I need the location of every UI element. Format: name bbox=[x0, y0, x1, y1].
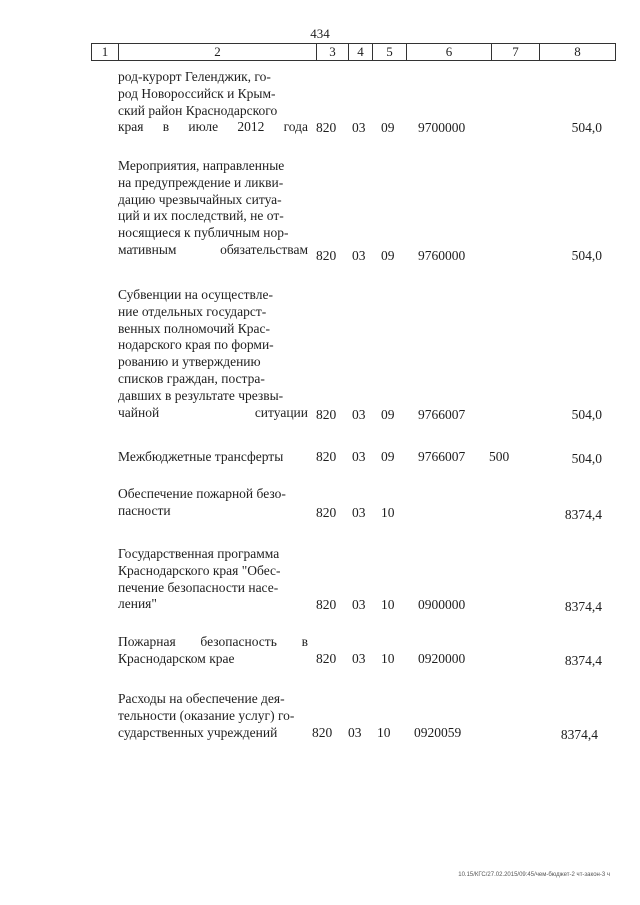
row-name: Мероприятия, направленные на предупреждение и ликви- дацию чрезвычайных ситуа- ций и их последствий, не от- носящиеся к публичным нор- мативным обязательствам bbox=[118, 158, 308, 257]
amount: 8374,4 bbox=[564, 599, 602, 614]
expense-type-code: 500 bbox=[489, 449, 510, 464]
column-header: 3 bbox=[317, 44, 349, 61]
amount: 8374,4 bbox=[560, 727, 598, 742]
subsection-code: 10 bbox=[381, 651, 395, 666]
amount: 8374,4 bbox=[564, 653, 602, 668]
document-footer: 10.15/КГС/27.02.2015/09:45/чем-бюджет-2 чт-закон-3 ч bbox=[458, 872, 610, 878]
ved-code: 820 bbox=[316, 449, 337, 464]
target-code: 0920059 bbox=[414, 725, 462, 740]
row-name: Государственная программа Краснодарского края "Обес- печение безопасности насе- ления" bbox=[118, 546, 281, 612]
target-code: 9766007 bbox=[418, 407, 466, 422]
column-header: 1 bbox=[92, 44, 119, 61]
subsection-code: 10 bbox=[381, 505, 395, 520]
ved-code: 820 bbox=[316, 120, 337, 135]
ved-code: 820 bbox=[316, 597, 337, 612]
subsection-code: 09 bbox=[381, 449, 395, 464]
row-name: Субвенции на осуществле- ние отдельных государст- венных полномочий Крас- нодарского края по форми- рованию и утверждению списков граждан, постра- давших в результате чрезвы- чайной ситуации bbox=[118, 287, 308, 420]
section-code: 03 bbox=[352, 597, 366, 612]
subsection-code: 09 bbox=[381, 120, 395, 135]
ved-code: 820 bbox=[316, 407, 337, 422]
amount: 504,0 bbox=[571, 451, 602, 466]
subsection-code: 09 bbox=[381, 248, 395, 263]
column-header: 6 bbox=[407, 44, 492, 61]
row-name: род-курорт Геленджик, го- род Новороссийск и Крым- ский район Краснодарского края в июле 2012 года bbox=[118, 69, 308, 135]
subsection-code: 10 bbox=[377, 725, 391, 740]
section-code: 03 bbox=[352, 407, 366, 422]
row-name: Расходы на обеспечение дея- тельности (оказание услуг) го- сударственных учреждений bbox=[118, 691, 295, 740]
row-name: Обеспечение пожарной безо- пасности bbox=[118, 486, 286, 518]
ved-code: 820 bbox=[316, 248, 337, 263]
column-header: 7 bbox=[492, 44, 540, 61]
section-code: 03 bbox=[352, 449, 366, 464]
ved-code: 820 bbox=[312, 725, 333, 740]
subsection-code: 10 bbox=[381, 597, 395, 612]
column-header: 5 bbox=[373, 44, 407, 61]
target-code: 0900000 bbox=[418, 597, 466, 612]
section-code: 03 bbox=[352, 505, 366, 520]
column-header: 4 bbox=[349, 44, 373, 61]
page-number: 434 bbox=[310, 26, 330, 41]
column-header: 8 bbox=[540, 44, 616, 61]
amount: 504,0 bbox=[571, 248, 602, 263]
amount: 504,0 bbox=[571, 407, 602, 422]
column-header: 2 bbox=[119, 44, 317, 61]
ved-code: 820 bbox=[316, 651, 337, 666]
target-code: 9700000 bbox=[418, 120, 466, 135]
target-code: 0920000 bbox=[418, 651, 466, 666]
section-code: 03 bbox=[348, 725, 362, 740]
subsection-code: 09 bbox=[381, 407, 395, 422]
amount: 504,0 bbox=[571, 120, 602, 135]
target-code: 9760000 bbox=[418, 248, 466, 263]
target-code: 9766007 bbox=[418, 449, 466, 464]
ved-code: 820 bbox=[316, 505, 337, 520]
row-name: Межбюджетные трансферты bbox=[118, 449, 284, 464]
section-code: 03 bbox=[352, 651, 366, 666]
amount: 8374,4 bbox=[564, 507, 602, 522]
section-code: 03 bbox=[352, 120, 366, 135]
row-name: Пожарная безопасность в Краснодарском крае bbox=[118, 634, 308, 666]
section-code: 03 bbox=[352, 248, 366, 263]
